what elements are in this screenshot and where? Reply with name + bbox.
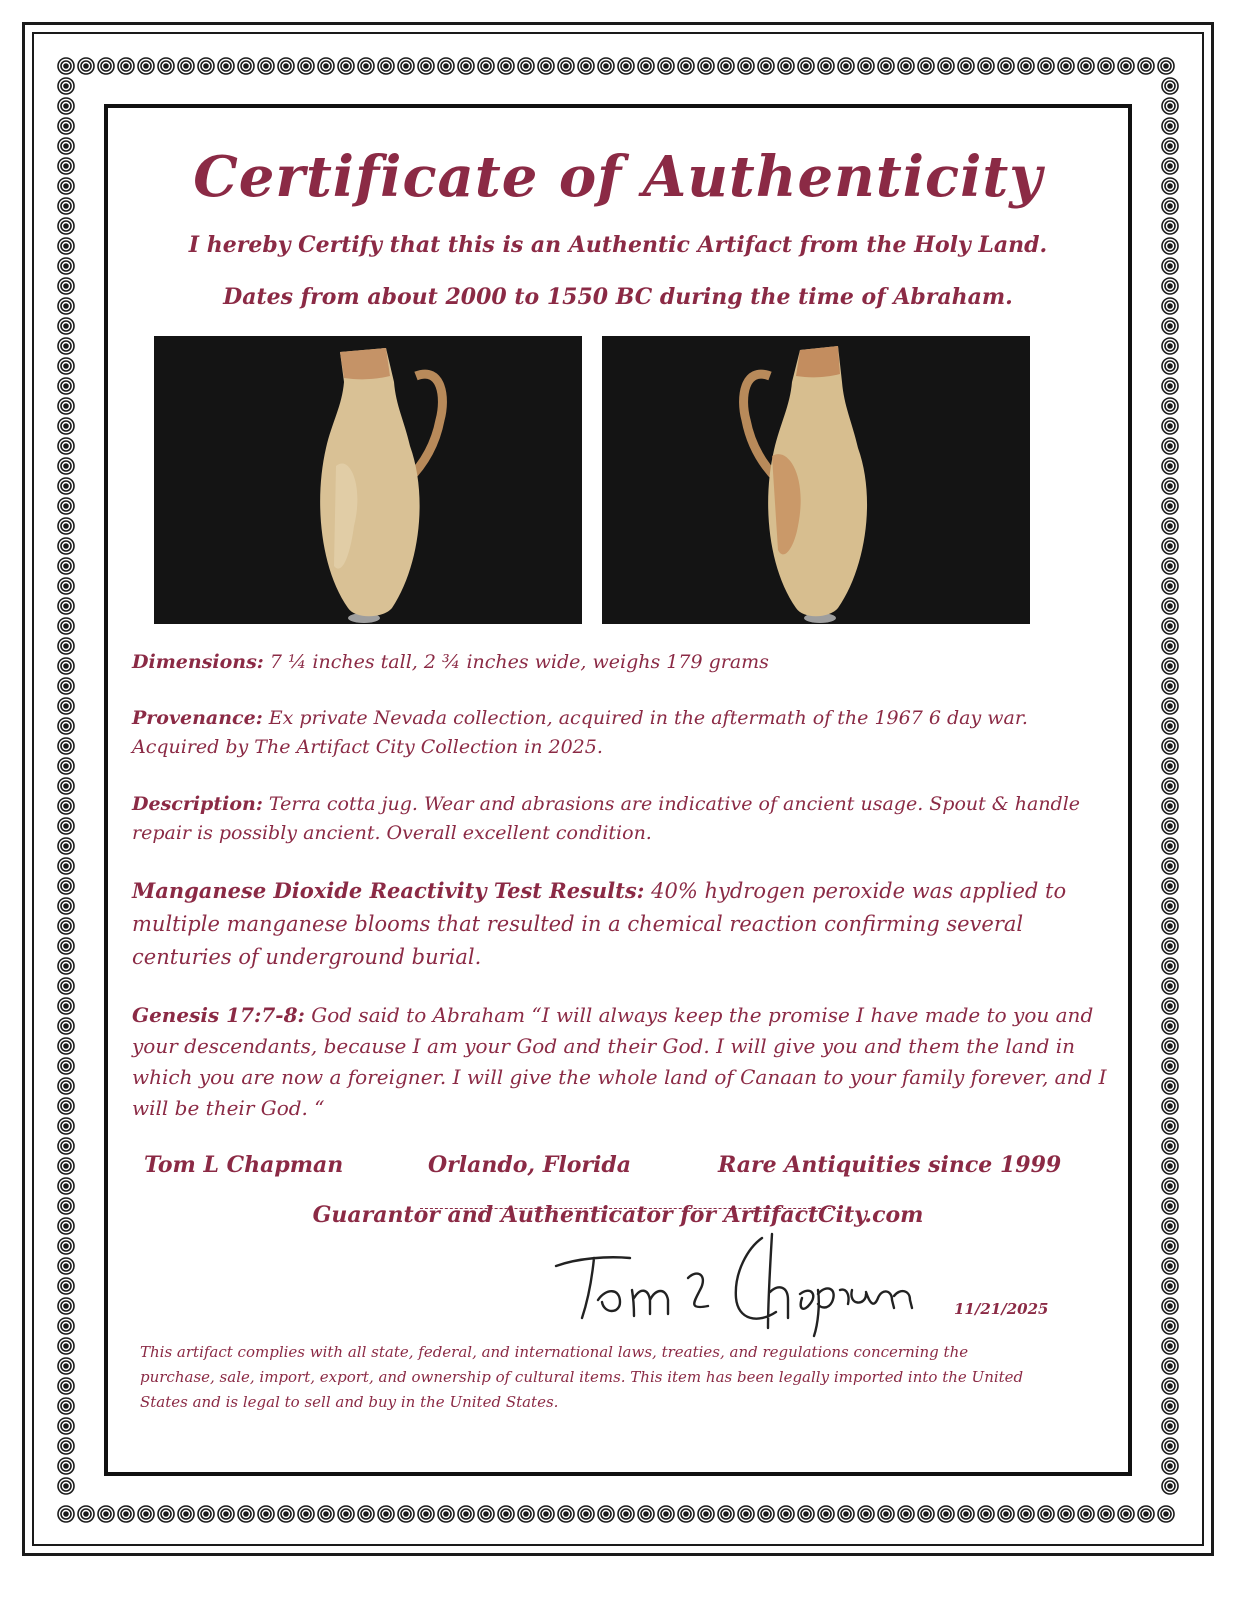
dimensions-paragraph — [132, 648, 1112, 677]
manganese-label: Manganese Dioxide Reactivity Test Results: — [132, 878, 645, 903]
jug-photo-right — [602, 336, 1030, 624]
signer-location: Orlando, Florida — [428, 1152, 631, 1178]
description-label: Description: — [132, 793, 263, 815]
description-text: Terra cotta jug. Wear and abrasions are indicative of ancient usage. Spout & handle repair is possibly ancient. Overall excellent condition. — [132, 793, 1081, 844]
signature-line — [420, 1208, 836, 1209]
genesis-label: Genesis 17:7-8: — [132, 1003, 305, 1027]
manganese-paragraph — [132, 874, 1112, 974]
handwritten-signature — [548, 1228, 928, 1338]
certificate-date: 11/21/2025 — [954, 1300, 1049, 1318]
dates-line: Dates from about 2000 to 1550 BC during the time of Abraham. — [223, 284, 1013, 310]
guarantor-line: Guarantor and Authenticator for ArtifactCity.com — [312, 1202, 924, 1228]
manganese-text: 40% hydrogen peroxide was applied to multiple manganese blooms that resulted in a chemical reaction confirming several centuries of underground burial. — [132, 879, 1067, 969]
genesis-paragraph — [132, 1000, 1112, 1124]
provenance-paragraph — [132, 704, 1112, 762]
jug-left-icon — [154, 336, 582, 624]
antiquities-since: Rare Antiquities since 1999 — [718, 1152, 1062, 1178]
signer-row — [108, 1152, 1128, 1186]
jug-photo-left — [154, 336, 582, 624]
provenance-text: Ex private Nevada collection, acquired in the aftermath of the 1967 6 day war. Acquired by The Artifact City Collection in 2025. — [132, 707, 1028, 758]
certificate-title: Certificate of Authenticity — [193, 144, 1043, 210]
legal-compliance-text: This artifact complies with all state, federal, and international laws, treaties, and regulations concerning the purchase, sale, import, export, and ownership of cultural items. This item has been legally imported into the United States and is legal to sell and buy in the United States. — [140, 1343, 1024, 1411]
provenance-label: Provenance: — [132, 707, 263, 729]
dimensions-text: 7 ¼ inches tall, 2 ¾ inches wide, weighs 179 grams — [263, 651, 769, 673]
signer-name: Tom L Chapman — [144, 1152, 344, 1178]
certify-line: I hereby Certify that this is an Authentic Artifact from the Holy Land. — [188, 232, 1048, 258]
jug-right-icon — [602, 336, 1030, 624]
description-paragraph — [132, 790, 1112, 848]
dimensions-label: Dimensions: — [132, 651, 264, 673]
genesis-text: God said to Abraham “I will always keep the promise I have made to you and your descendants, because I am your God and their God. I will give you and them the land in which you are now a foreigner. I will give the whole land of Canaan to your family forever, and I will be their God. “ — [132, 1003, 1107, 1120]
certificate-body — [104, 104, 1132, 1476]
